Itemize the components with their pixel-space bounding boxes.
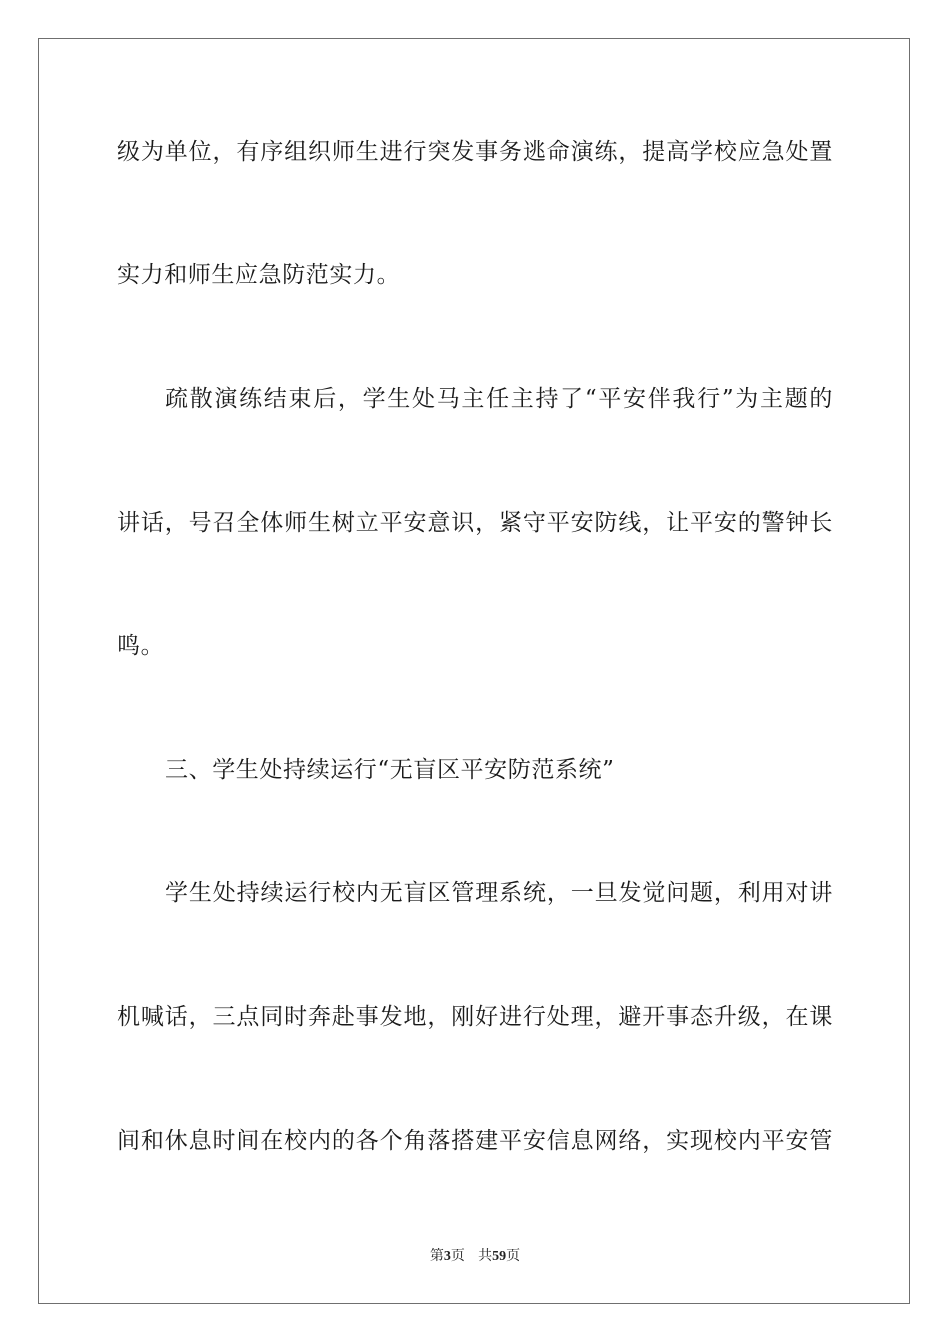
footer-page-prefix: 第 (429, 1248, 444, 1264)
page-frame (38, 38, 910, 1304)
footer-page-number: 3 (443, 1249, 451, 1264)
body-line-5: 鸣。 (117, 633, 165, 659)
body-line-2: 实力和师生应急防范实力。 (117, 262, 401, 288)
page-footer (0, 1247, 950, 1266)
body-line-4: 讲话，号召全体师生树立平安意识，紧守平安防线，让平安的警钟长 (117, 510, 833, 536)
footer-total-pages: 59 (492, 1249, 507, 1264)
footer-page-suffix: 页 (450, 1248, 465, 1264)
body-line-1: 级为单位，有序组织师生进行突发事务逃命演练，提高学校应急处置 (117, 139, 833, 165)
body-line-7: 学生处持续运行校内无盲区管理系统，一旦发觉问题，利用对讲 (165, 880, 833, 906)
body-line-3: 疏散演练结束后，学生处马主任主持了“平安伴我行”为主题的 (165, 386, 833, 412)
section-heading: 三、学生处持续运行“无盲区平安防范系统” (165, 757, 615, 783)
body-line-9: 间和休息时间在校内的各个角落搭建平安信息网络，实现校内平安管 (117, 1128, 833, 1154)
footer-total-suffix: 页 (506, 1248, 521, 1264)
body-line-8: 机喊话，三点同时奔赴事发地，刚好进行处理，避开事态升级，在课 (117, 1004, 833, 1030)
footer-total-prefix: 共 (478, 1248, 493, 1264)
